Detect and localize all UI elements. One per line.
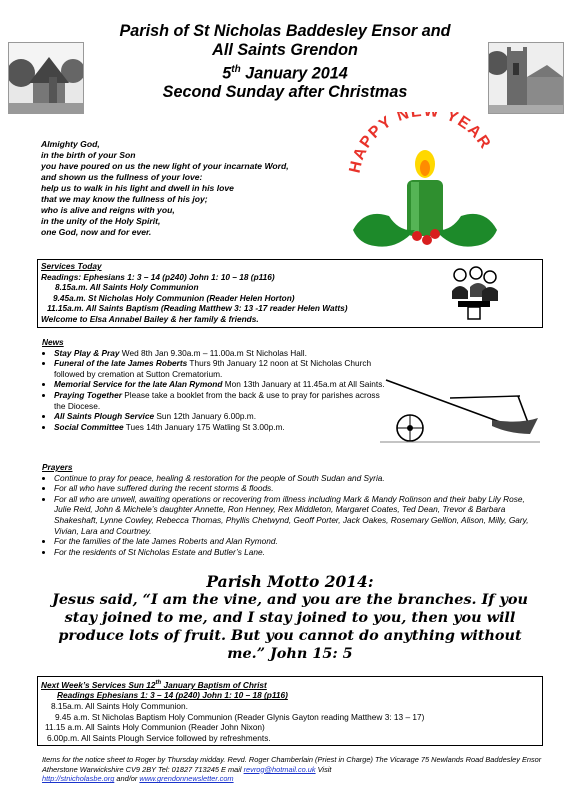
next-week-readings: Readings Ephesians 1: 3 – 14 (p240) John 1: 10 – 18 (p116) — [57, 690, 288, 701]
prayer-line: help us to walk in his light and dwell in his love — [41, 183, 234, 193]
happy-new-year-candle-image — [345, 112, 505, 257]
news-item: • Funeral of the late James Roberts Thurs 9th January 12 noon at St Nicholas Church followed by cremation at Sutton Crematorium. — [54, 358, 392, 379]
next-service-line: 6.00p.m. All Saints Plough Service followed by refreshments. — [47, 732, 271, 743]
service-line: 11.15a.m. All Saints Baptism (Reading Matthew 3: 13 -17 reader Helen Watts) — [47, 303, 348, 314]
next-week-heading: Next Week’s Services Sun 12th January Baptism of Christ — [41, 679, 267, 690]
footer-text: Items for the notice sheet to Roger by Thursday midday. Revd. Roger Chamberlain (Priest in Charge) The Vicarage 75 Newlands Road Baddesley Ensor Atherstone Warwickshire CV9 2BY Tel: 01827 713245 E mail — [42, 755, 542, 774]
plough-image — [380, 378, 540, 444]
grendon-newsletter-link[interactable]: www.grendonnewsletter.com — [139, 774, 234, 784]
prayer-item: • For the residents of St Nicholas Estate and Butler’s Lane. — [54, 547, 532, 558]
prayers-heading: Prayers — [42, 462, 73, 472]
prayer-line: in the birth of your Son — [41, 150, 136, 160]
motto-text: Jesus said, “I am the vine, and you are the branches. If you stay joined to me, and I stay joined to you, then you will produce lots of fruit. But you cannot do anything without me.” John 15: 5 — [52, 591, 528, 662]
news-item: • Stay Play & Pray Wed 8th Jan 9.30a.m – 11.00a.m St Nicholas Hall. — [54, 348, 392, 359]
prayers-section — [42, 462, 532, 557]
news-heading: News — [42, 337, 64, 347]
motto-title: Parish Motto 2014: — [206, 572, 374, 591]
prayer-line: that we may know the fullness of his joy; — [41, 194, 208, 204]
st-nicholas-church-image — [8, 42, 84, 114]
news-item: • Social Committee Tues 14th January 175 Watling St 3.00p.m. — [54, 422, 392, 433]
title-line-4: Second Sunday after Christmas — [162, 83, 408, 102]
news-section — [42, 337, 392, 432]
title-line-2: All Saints Grendon — [212, 41, 358, 59]
prayer-line: who is alive and reigns with you, — [41, 205, 175, 215]
page-title — [70, 22, 500, 102]
prayer-item: • For all who have suffered during the recent storms & floods. — [54, 483, 532, 494]
next-service-line: 9.45 a.m. St Nicholas Baptism Holy Communion (Reader Glynis Gayton reading Matthew 3: 13 – 17) — [55, 711, 425, 722]
stnicholas-website-link[interactable]: http://stnicholasbe.org — [42, 774, 115, 784]
prayer-item: • Continue to pray for peace, healing & restoration for the people of South Sudan and Syria. — [54, 473, 532, 484]
welcome-line: Welcome to Elsa Annabel Bailey & her family & friends. — [41, 313, 259, 324]
next-week-services-box — [37, 676, 543, 746]
services-today-heading: Services Today — [41, 261, 102, 271]
prayer-item: • For the families of the late James Roberts and Alan Rymond. — [54, 536, 532, 547]
news-item: • Memorial Service for the late Alan Rymond Mon 13th January at 11.45a.m at All Saints. — [54, 379, 392, 390]
title-line-1: Parish of St Nicholas Baddesley Ensor and — [119, 22, 451, 40]
next-service-line: 8.15a.m. All Saints Holy Communion. — [51, 700, 188, 711]
collect-prayer — [41, 139, 351, 238]
news-item: • All Saints Plough Service Sun 12th January 6.00p.m. — [54, 411, 392, 422]
prayer-line: Almighty God, — [41, 139, 100, 149]
email-link[interactable]: revrog@hotmail.co.uk — [243, 764, 316, 774]
parish-motto — [40, 572, 540, 663]
service-line: 8.15a.m. All Saints Holy Communion — [55, 282, 199, 293]
prayer-line: you have poured on us the new light of your incarnate Word, — [41, 161, 289, 171]
prayer-line: and shown us the fullness of your love: — [41, 172, 203, 182]
prayer-line: in the unity of the Holy Spirit, — [41, 216, 161, 226]
next-service-line: 11.15 a.m. All Saints Holy Communion (Reader John Nixon) — [45, 722, 265, 733]
new-year-banner-text: HAPPY N YEAR — [346, 112, 495, 175]
all-saints-church-image — [488, 42, 564, 114]
service-line: 9.45a.m. St Nicholas Holy Communion (Reader Helen Horton) — [53, 292, 295, 303]
prayer-line: one God, now and for ever. — [41, 227, 152, 237]
title-date: 5th January 2014 — [222, 64, 348, 83]
news-item: • Praying Together Please take a booklet from the back & use to pray for parishes across the Diocese. — [54, 390, 392, 411]
prayer-item: • For all who are unwell, awaiting operations or recovering from illness including Mark & Mandy Rolinson and their baby Lily Rose, Julie Reid, John & Michele’s daughter Annette, Ron Henney, Rex Middleton, Margaret Coates, Ted Dean, Trevor & Barbara Shakeshaft, Lynne Cowley, Rebecca Thomas, Phyllis Chetwynd, Geoff Porter, Jack Oakes, Rosemary Gellion, Alison, Milly, Gary, Vivian, Lara and Courtney. — [54, 494, 532, 536]
footer: Items for the notice sheet to Roger by Thursday midday. Revd. Roger Chamberlain (Priest in Charge) The Vicarage 75 Newlands Road Baddesley Ensor Atherstone Warwickshire CV9 2BY Tel: 01827 713245 E mail revrog@hotmail.co.uk Visit http://stnicholasbe.org and/or www.grendonnewsletter.com — [42, 755, 542, 784]
services-today-readings: Readings: Ephesians 1: 3 – 14 (p240) John 1: 10 – 18 (p116) — [41, 271, 275, 282]
baptism-image — [448, 265, 500, 321]
